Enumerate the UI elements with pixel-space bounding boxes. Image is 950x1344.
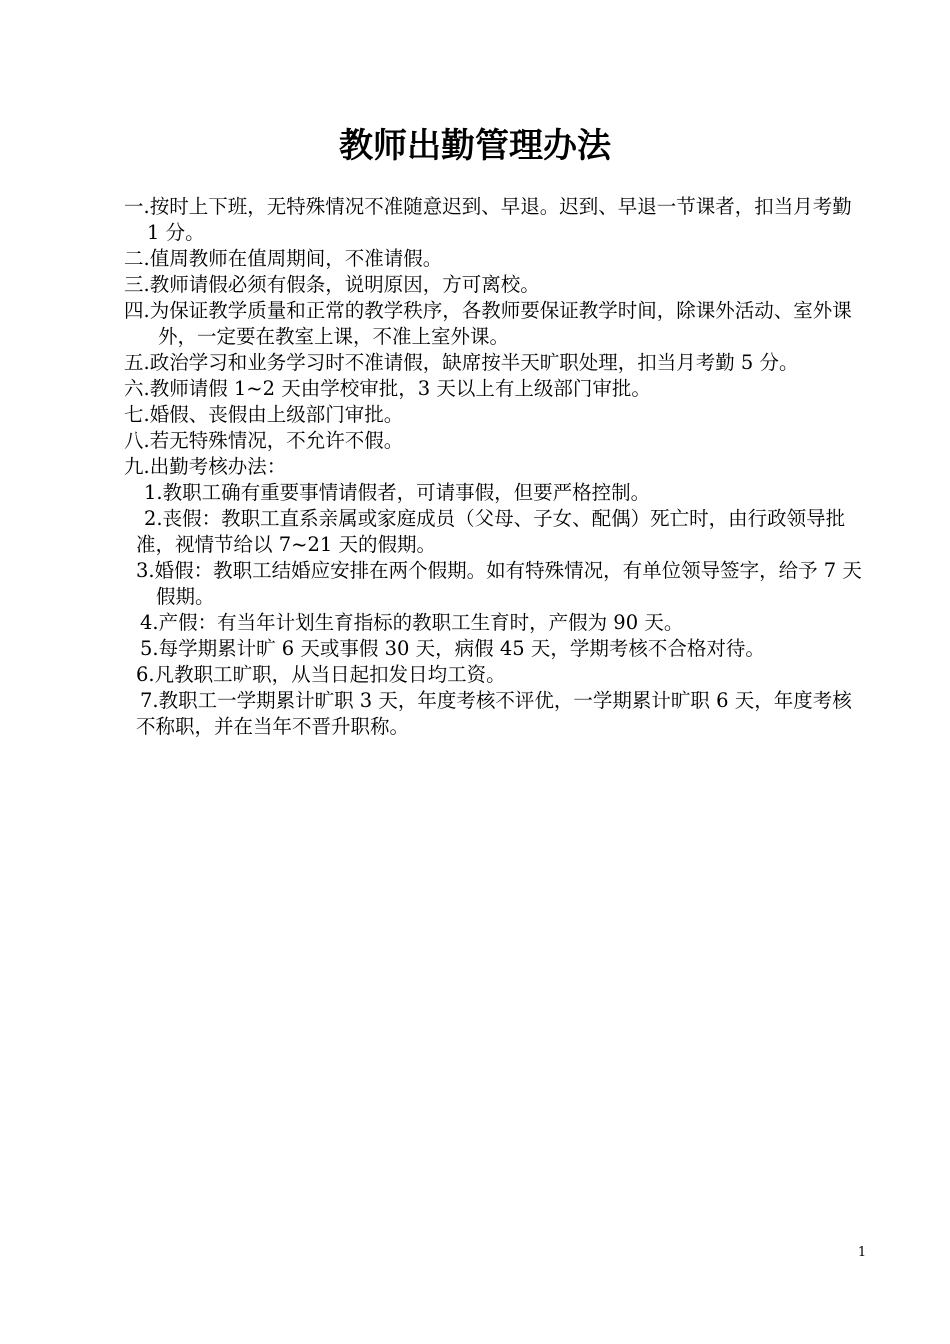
attendance-sub-item-3: 3.婚假：教职工结婚应安排在两个假期。如有特殊情况，有单位领导签字，给予 7 天假期。 [136, 559, 862, 608]
attendance-sub-item-1: 1.教职工确有重要事情请假者，可请事假，但要严格控制。 [144, 481, 651, 504]
rule-item-6: 六.教师请假 1~2 天由学校审批，3 天以上有上级部门审批。 [124, 377, 651, 400]
attendance-sub-item-7: 7.教职工一学期累计旷职 3 天，年度考核不评优，一学期累计旷职 6 天，年度考核不称职，并在当年不晋升职称。 [136, 689, 852, 738]
rule-item-7: 七.婚假、丧假由上级部门审批。 [124, 403, 404, 426]
rule-item-3: 三.教师请假必须有假条，说明原因，方可离校。 [124, 273, 540, 296]
rule-item-9: 九.出勤考核办法： [124, 455, 287, 478]
document-body [124, 194, 866, 740]
attendance-sub-item-5: 5.每学期累计旷 6 天或事假 30 天，病假 45 天，学期考核不合格对待。 [140, 637, 765, 660]
page-number: 1 [857, 1245, 867, 1260]
rule-item-8: 八.若无特殊情况，不允许不假。 [124, 429, 404, 452]
attendance-sub-item-2: 2.丧假：教职工直系亲属或家庭成员（父母、子女、配偶）死亡时，由行政领导批准，视情节给以 7~21 天的假期。 [136, 507, 846, 556]
attendance-sub-item-6: 6.凡教职工旷职，从当日起扣发日均工资。 [136, 663, 506, 686]
rule-item-2: 二.值周教师在值周期间，不准请假。 [124, 247, 443, 270]
attendance-sub-item-4: 4.产假：有当年计划生育指标的教职工生育时，产假为 90 天。 [140, 611, 684, 634]
rule-item-4: 四.为保证教学质量和正常的教学秩序，各教师要保证教学时间，除课外活动、室外课外，一定要在教室上课，不准上室外课。 [124, 299, 852, 348]
rule-item-5: 五.政治学习和业务学习时不准请假，缺席按半天旷职处理，扣当月考勤 5 分。 [124, 351, 799, 374]
document-title: 教师出勤管理办法 [339, 126, 611, 166]
rule-item-1: 一.按时上下班，无特殊情况不准随意迟到、早退。迟到、早退一节课者，扣当月考勤 1 分。 [124, 195, 852, 244]
